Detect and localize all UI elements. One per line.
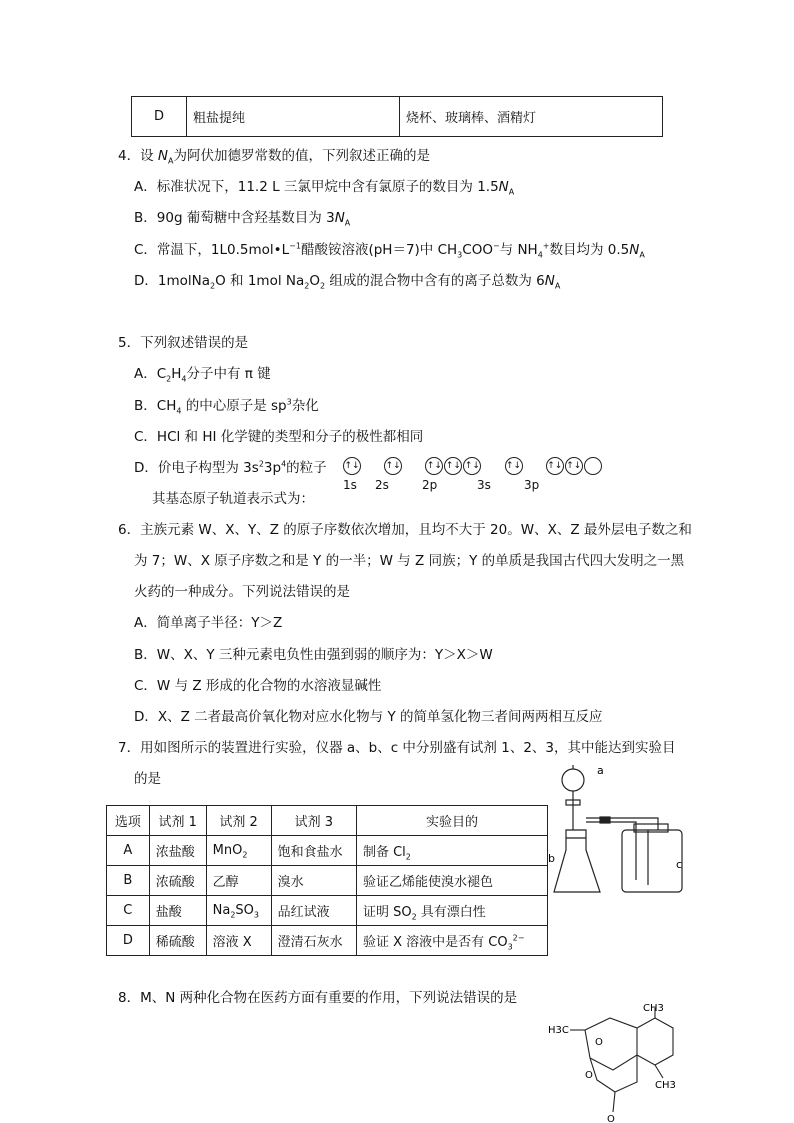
apparatus-label-a: a: [597, 764, 604, 777]
h3c-label: H3C: [548, 1025, 569, 1036]
q6-stem-line2: 为 7；W、X 原子序数之和是 Y 的一半；W 与 Z 同族；Y 的单质是我国古代四大发明之一黑: [134, 553, 685, 569]
q5-option-d-cont: 其基态原子轨道表示式为：: [152, 491, 314, 507]
table-cell: MnO$_2$: [206, 836, 271, 866]
table-cell: C: [107, 896, 150, 926]
table-cell: 烧杯、玻璃棒、酒精灯: [400, 97, 663, 137]
table-cell: $Na_2SO_3$: [206, 896, 271, 926]
q6-option-d: D．X、Z 二者最高价氧化物对应水化物与 Y 的简单氢化物三者间两两相互反应: [134, 709, 603, 725]
molecule-structure: [545, 1000, 695, 1123]
table-row: [132, 97, 663, 137]
orbital-label-2p: 2p: [422, 478, 438, 492]
table-row: [107, 836, 548, 866]
q8-stem: 8．M、N 两种化合物在医药方面有重要的作用，下列说法错误的是: [118, 990, 518, 1006]
q6-option-a: A．简单离子半径：Y＞Z: [134, 615, 283, 631]
q5-option-d: D．价电子构型为 $3s^23p^4$的粒子: [134, 459, 327, 476]
q4-option-a: A．标准状况下，11.2 L 三氯甲烷中含有氯原子的数目为 $1.5N_A$: [134, 179, 515, 197]
apparatus-diagram: [548, 760, 688, 900]
orbital-2p: ↑↓: [425, 457, 443, 475]
q4-stem: 4．设 $N_A$为阿伏加德罗常数的值，下列叙述正确的是: [118, 148, 430, 166]
orbital-label-2s: 2s: [375, 478, 389, 492]
table-cell: 浓硫酸: [149, 866, 206, 896]
table-header-row: [107, 806, 548, 836]
orbital-2s: ↑↓: [384, 457, 402, 475]
orbital-3p: ↑↓: [546, 457, 564, 475]
table-row: [107, 896, 548, 926]
oxygen-label: O: [595, 1037, 603, 1048]
oxygen-label: O: [607, 1114, 615, 1123]
table-header: 实验目的: [356, 806, 547, 836]
table-cell: D: [132, 97, 187, 137]
orbital-diagram: [343, 455, 603, 475]
q6-option-b: B．W、X、Y 三种元素电负性由强到弱的顺序为：Y＞X＞W: [134, 647, 493, 663]
table-cell: 澄清石灰水: [271, 926, 356, 956]
table-cell: A: [107, 836, 150, 866]
q5-option-b: B．$CH_4$ 的中心原子是 $sp^3$杂化: [134, 397, 319, 416]
table-cell: 溶液 X: [206, 926, 271, 956]
table-cell: D: [107, 926, 150, 956]
table-header: 选项: [107, 806, 150, 836]
q7-stem-line2: 的是: [134, 771, 161, 787]
q4-option-b: B．90g 葡萄糖中含羟基数目为 $3N_A$: [134, 210, 351, 228]
table-cell: 验证 X 溶液中是否有 $CO_3^{2-}$: [356, 926, 547, 956]
table-cell: 盐酸: [149, 896, 206, 926]
oxygen-label: O: [585, 1070, 593, 1081]
orbital-2p: ↑↓: [444, 457, 462, 475]
orbital-3p: ↑↓: [565, 457, 583, 475]
table-cell: 证明 $SO_2$ 具有漂白性: [356, 896, 547, 926]
q5-option-a: A．$C_2H_4$分子中有 π 键: [134, 366, 271, 384]
q4-option-c: C．常温下，$1L0.5mol•L^{-1}$醋酸铵溶液(pH＝7)中 $CH_3COO^-$与 $NH_4^+$数目均为 $0.5N_A$: [134, 241, 645, 260]
apparatus-label-b: b: [548, 852, 555, 865]
q7-stem-line1: 7．用如图所示的装置进行实验，仪器 a、b、c 中分别盛有试剂 1、2、3，其中能达到实验目: [118, 740, 676, 756]
q5-option-c: C．HCl 和 HI 化学键的类型和分子的极性都相同: [134, 429, 424, 445]
table-cell: 稀硫酸: [149, 926, 206, 956]
table-cell: 制备 $Cl_2$: [356, 836, 547, 866]
apparatus-label-c: c: [676, 858, 683, 871]
ch3-top-label: CH3: [643, 1003, 664, 1014]
ch3-bottom-label: CH3: [655, 1080, 676, 1091]
orbital-2p: ↑↓: [463, 457, 481, 475]
table-header: 试剂 2: [206, 806, 271, 836]
table-row: [107, 866, 548, 896]
table-cell: 验证乙烯能使溴水褪色: [356, 866, 547, 896]
table-cell: 浓盐酸: [149, 836, 206, 866]
orbital-label-3s: 3s: [477, 478, 491, 492]
table-header: 试剂 1: [149, 806, 206, 836]
table-cell: 品红试液: [271, 896, 356, 926]
top-table: [131, 96, 663, 137]
table-header: 试剂 3: [271, 806, 356, 836]
q5-stem: 5．下列叙述错误的是: [118, 335, 249, 351]
orbital-1s: ↑↓: [343, 457, 361, 475]
q6-stem-line1: 6．主族元素 W、X、Y、Z 的原子序数依次增加，且均不大于 20。W、X、Z 最外层电子数之和: [118, 522, 692, 538]
q6-stem-line3: 火药的一种成分。下列说法错误的是: [134, 584, 350, 600]
table-cell: 乙醇: [206, 866, 271, 896]
table-cell: 溴水: [271, 866, 356, 896]
orbital-label-1s: 1s: [343, 478, 357, 492]
q4-option-d: D．1molNa$_2$O 和 1mol $Na_2O_2$ 组成的混合物中含有的离子总数为 $6N_A$: [134, 273, 561, 291]
table-cell: 粗盐提纯: [187, 97, 400, 137]
table-row: [107, 926, 548, 956]
orbital-label-3p: 3p: [524, 478, 540, 492]
orbital-3s: ↑↓: [505, 457, 523, 475]
table-cell: 饱和食盐水: [271, 836, 356, 866]
q7-table: [106, 805, 548, 956]
orbital-3p: [584, 457, 602, 475]
table-cell: B: [107, 866, 150, 896]
q6-option-c: C．W 与 Z 形成的化合物的水溶液显碱性: [134, 678, 382, 694]
